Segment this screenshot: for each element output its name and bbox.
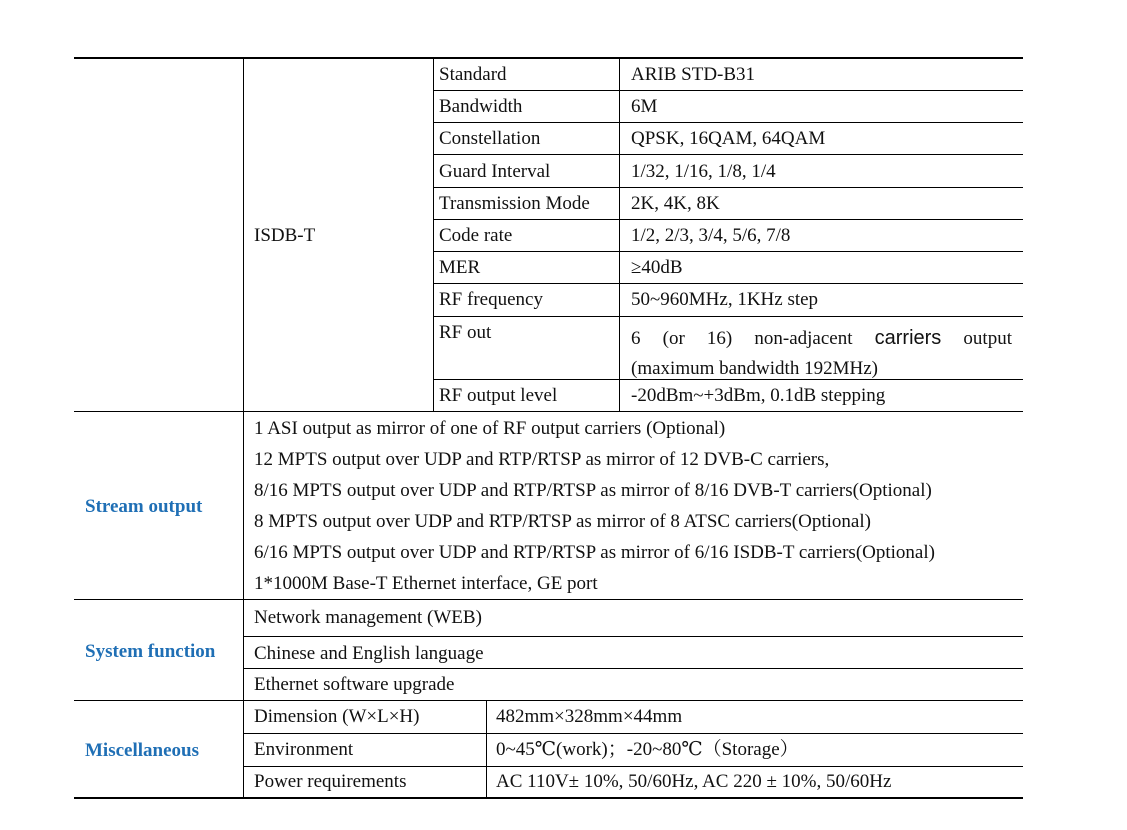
param-bandwidth: Bandwidth: [439, 96, 523, 117]
row-divider: [433, 90, 1023, 91]
stream-output-line: 8/16 MPTS output over UDP and RTP/RTSP as mirror of 8/16 DVB-T carriers(Optional): [254, 480, 932, 501]
row-divider: [433, 154, 1023, 155]
value-rf-frequency: 50~960MHz, 1KHz step: [631, 289, 819, 310]
value-code-rate: 1/2, 2/3, 3/4, 5/6, 7/8: [631, 225, 791, 246]
value-environment: 0~45℃(work)；-20~80℃（Storage）: [496, 739, 799, 760]
section-title-miscellaneous: Miscellaneous: [85, 740, 199, 761]
param-constellation: Constellation: [439, 128, 541, 149]
row-divider: [243, 668, 1023, 669]
section-divider: [74, 700, 1023, 701]
value-mer: ≥40dB: [631, 257, 683, 278]
row-divider: [433, 316, 1023, 317]
param-code-rate: Code rate: [439, 225, 513, 246]
section-divider: [74, 599, 1023, 600]
row-divider: [243, 766, 1023, 767]
stream-output-line: 6/16 MPTS output over UDP and RTP/RTSP as mirror of 6/16 ISDB-T carriers(Optional): [254, 542, 935, 563]
column-divider: [619, 58, 620, 411]
param-guard-interval: Guard Interval: [439, 161, 551, 182]
section-divider: [74, 411, 1023, 412]
row-divider: [433, 122, 1023, 123]
system-function-item: Chinese and English language: [254, 643, 484, 664]
row-divider: [243, 733, 1023, 734]
param-rf-out: RF out: [439, 322, 492, 343]
section-title-system-function: System function: [85, 641, 216, 662]
stream-output-line: 1 ASI output as mirror of one of RF output carriers (Optional): [254, 418, 726, 439]
rf-out-text-3: output (maximum bandwidth 192MHz): [631, 328, 1012, 379]
value-guard-interval: 1/32, 1/16, 1/8, 1/4: [631, 161, 776, 182]
param-rf-output-level: RF output level: [439, 385, 558, 406]
param-transmission-mode: Transmission Mode: [439, 193, 590, 214]
value-bandwidth: 6M: [631, 96, 658, 117]
row-divider: [433, 219, 1023, 220]
table-top-border: [74, 57, 1023, 59]
system-function-item: Ethernet software upgrade: [254, 674, 455, 695]
value-rf-output-level: -20dBm~+3dBm, 0.1dB stepping: [631, 385, 886, 406]
row-divider: [433, 187, 1023, 188]
param-rf-frequency: RF frequency: [439, 289, 543, 310]
value-standard: ARIB STD-B31: [631, 64, 756, 85]
param-dimension: Dimension (W×L×H): [254, 706, 420, 727]
column-divider: [433, 58, 434, 411]
stream-output-line: 8 MPTS output over UDP and RTP/RTSP as mirror of 8 ATSC carriers(Optional): [254, 511, 871, 532]
stream-output-line: 1*1000M Base-T Ethernet interface, GE port: [254, 573, 598, 594]
table-bottom-border: [74, 797, 1023, 799]
value-rf-out: [631, 323, 1012, 384]
stream-output-line: 12 MPTS output over UDP and RTP/RTSP as mirror of 12 DVB-C carriers,: [254, 449, 830, 470]
system-function-item: Network management (WEB): [254, 607, 482, 628]
value-transmission-mode: 2K, 4K, 8K: [631, 193, 720, 214]
row-divider: [243, 636, 1023, 637]
value-dimension: 482mm×328mm×44mm: [496, 706, 683, 727]
param-mer: MER: [439, 257, 481, 278]
isdbt-label: ISDB-T: [254, 225, 316, 246]
value-power-requirements: AC 110V± 10%, 50/60Hz, AC 220 ± 10%, 50/60Hz: [496, 771, 892, 792]
param-environment: Environment: [254, 739, 354, 760]
column-divider: [243, 58, 244, 798]
rf-out-text-2: carriers: [874, 327, 942, 349]
section-title-stream-output: Stream output: [85, 496, 203, 517]
rf-out-text-1: 6 (or 16) non-adjacent: [631, 328, 875, 349]
param-standard: Standard: [439, 64, 507, 85]
param-power-requirements: Power requirements: [254, 771, 407, 792]
column-divider: [486, 700, 487, 797]
row-divider: [433, 283, 1023, 284]
value-constellation: QPSK, 16QAM, 64QAM: [631, 128, 826, 149]
row-divider: [433, 251, 1023, 252]
